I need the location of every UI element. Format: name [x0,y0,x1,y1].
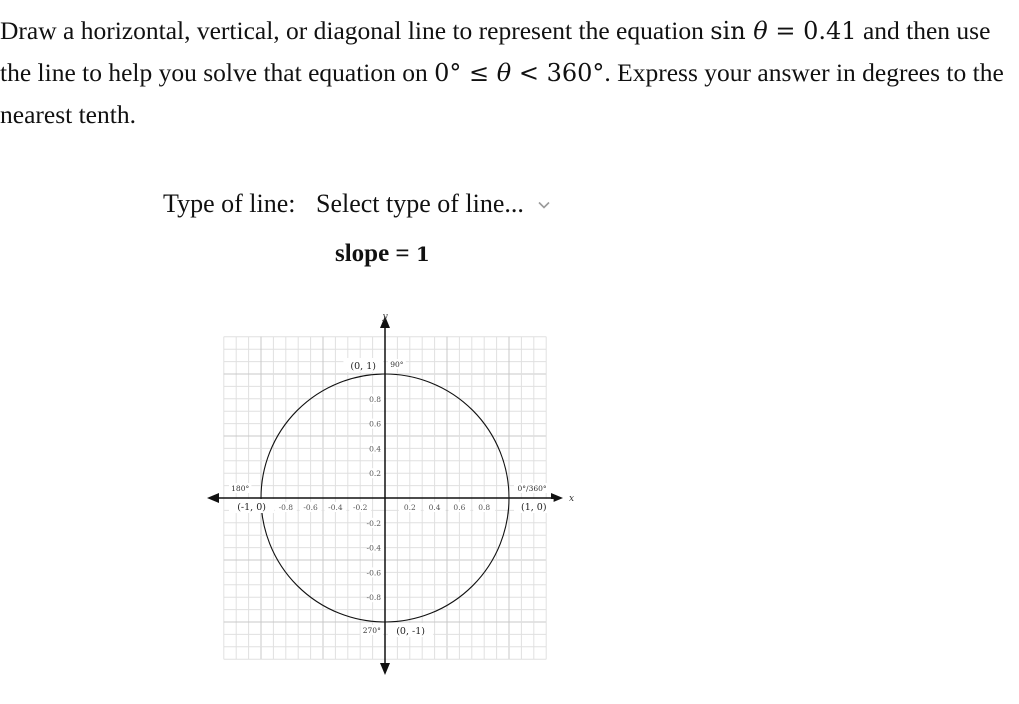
point-label-right: (1, 0) [521,502,547,513]
x-tick-label: 0.4 [428,503,441,512]
angle-label-right: 0°/360° [517,484,547,493]
y-axis-down-arrow [380,663,390,675]
question-part-3: . Express your answer in degrees to the nearest tenth. [0,58,1004,129]
line-type-select[interactable] [316,186,550,222]
angle-label-top: 90° [390,360,404,369]
y-tick-label: -0.4 [366,543,381,553]
equation-variable: θ [753,17,768,45]
y-tick-label: 0.6 [369,419,381,429]
line-type-label: Type of line: [163,189,296,218]
point-label-top: (0, 1) [350,361,376,372]
x-axis-label: x [569,494,575,504]
angle-label-bottom: 270° [362,626,381,635]
question-part-2: and then use the line to help you solve that equation on [0,16,991,87]
y-tick-label: 0.4 [369,444,381,454]
x-tick-label: 0.2 [403,503,416,512]
question-text [0,10,1012,135]
x-tick-label: -0.4 [328,503,343,512]
question-part-1: Draw a horizontal, vertical, or diagonal line to represent the equation [0,16,704,45]
point-label-left: (-1, 0) [237,502,266,513]
line-type-row [163,186,550,222]
unit-circle-graph[interactable] [205,308,575,678]
chevron-down-icon [538,201,550,209]
x-tick-label: -0.2 [352,503,368,512]
slope-row [335,238,430,270]
x-tick-label: -0.6 [303,503,318,512]
y-tick-label: 0.2 [369,469,381,479]
y-tick-label: -0.8 [366,593,381,603]
x-axis-left-arrow [207,493,219,503]
domain-variable: θ [496,59,512,87]
slope-value: 1 [415,242,430,266]
equation-relation: = 0.41 [767,17,857,45]
equation-function: sin [710,17,746,45]
x-tick-label: 0.6 [453,503,466,512]
domain-upper: < 360° [511,59,605,87]
domain-lower: 0° ≤ [434,59,497,87]
y-axis-label: y [382,312,388,322]
x-tick-label: 0.8 [478,503,491,512]
y-tick-label: 0.8 [369,394,381,404]
slope-label: slope = [335,240,410,267]
equation [710,17,856,45]
line-type-selected-value: Select type of line... [315,189,524,218]
domain-inequality [434,59,604,87]
angle-label-left: 180° [231,484,250,493]
point-label-bottom: (0, -1) [396,626,425,637]
x-tick-label: -0.8 [278,503,294,512]
y-tick-label: -0.6 [366,568,381,578]
y-tick-label: -0.2 [366,518,381,528]
